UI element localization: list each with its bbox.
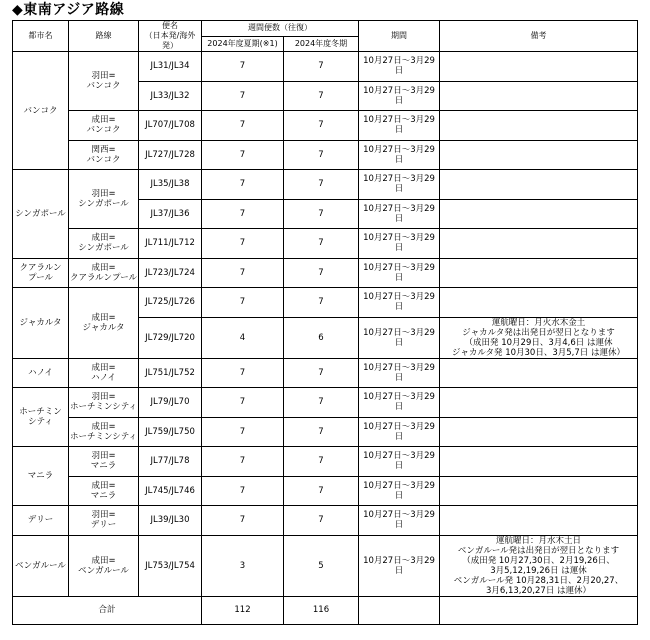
winter-frequency-cell: 7: [284, 258, 359, 288]
flight-number-cell: JL759/JL750: [139, 417, 202, 447]
city-cell: バンコク: [13, 52, 69, 170]
winter-frequency-cell: 7: [284, 81, 359, 111]
winter-frequency-cell: 7: [284, 506, 359, 536]
remarks-cell: 運航曜日：月火水木金土 ジャカルタ発は出発日が翌日となります （成田発 10月29日、3月4,6日 は運休 ジャカルタ発 10月30日、3月5,7日 は運休）: [440, 317, 638, 358]
city-cell: シンガポール: [13, 170, 69, 259]
route-cell: 羽田= シンガポール: [69, 170, 139, 229]
period-cell: 10月27日～3月29日: [359, 199, 440, 229]
period-cell: 10月27日～3月29日: [359, 140, 440, 170]
header-weekly-frequency: 週間便数（往復）: [202, 21, 359, 37]
flight-number-cell: JL33/JL32: [139, 81, 202, 111]
summer-frequency-cell: 7: [202, 447, 284, 477]
flight-number-cell: JL753/JL754: [139, 535, 202, 596]
period-cell: 10月27日～3月29日: [359, 81, 440, 111]
remarks-cell: [440, 358, 638, 388]
header-remarks: 備考: [440, 21, 638, 52]
total-remarks-empty: [440, 596, 638, 624]
route-cell: 成田= ベンガルール: [69, 535, 139, 596]
table-row: [13, 229, 638, 259]
winter-frequency-cell: 7: [284, 476, 359, 506]
remarks-cell: [440, 199, 638, 229]
winter-frequency-cell: 7: [284, 358, 359, 388]
remarks-cell: [440, 229, 638, 259]
total-winter: 116: [284, 596, 359, 624]
remarks-cell: [440, 447, 638, 477]
route-cell: 関西= バンコク: [69, 140, 139, 170]
header-city: 都市名: [13, 21, 69, 52]
flight-number-cell: JL31/JL34: [139, 52, 202, 82]
summer-frequency-cell: 3: [202, 535, 284, 596]
period-cell: 10月27日～3月29日: [359, 258, 440, 288]
summer-frequency-cell: 7: [202, 388, 284, 418]
table-row: [13, 52, 638, 82]
table-row: [13, 506, 638, 536]
flight-number-cell: JL37/JL36: [139, 199, 202, 229]
route-cell: 成田= マニラ: [69, 476, 139, 506]
period-cell: 10月27日～3月29日: [359, 288, 440, 318]
flight-number-cell: JL35/JL38: [139, 170, 202, 200]
remarks-cell: [440, 288, 638, 318]
table-row: [13, 388, 638, 418]
route-cell: 羽田= バンコク: [69, 52, 139, 111]
remarks-cell: [440, 81, 638, 111]
flight-number-cell: JL729/JL720: [139, 317, 202, 358]
summer-frequency-cell: 7: [202, 506, 284, 536]
period-cell: 10月27日～3月29日: [359, 317, 440, 358]
header-route: 路線: [69, 21, 139, 52]
winter-frequency-cell: 7: [284, 288, 359, 318]
winter-frequency-cell: 7: [284, 447, 359, 477]
winter-frequency-cell: 7: [284, 417, 359, 447]
remarks-cell: [440, 476, 638, 506]
flight-number-cell: JL725/JL726: [139, 288, 202, 318]
city-cell: ホーチミン シティ: [13, 388, 69, 447]
table-row: [13, 447, 638, 477]
summer-frequency-cell: 7: [202, 52, 284, 82]
remarks-cell: [440, 506, 638, 536]
period-cell: 10月27日～3月29日: [359, 388, 440, 418]
city-cell: マニラ: [13, 447, 69, 506]
period-cell: 10月27日～3月29日: [359, 229, 440, 259]
table-row: [13, 140, 638, 170]
summer-frequency-cell: 4: [202, 317, 284, 358]
route-cell: 羽田= ホーチミンシティ: [69, 388, 139, 418]
table-row: [13, 170, 638, 200]
flight-number-cell: JL707/JL708: [139, 111, 202, 141]
summer-frequency-cell: 7: [202, 81, 284, 111]
total-label: 合計: [13, 596, 202, 624]
winter-frequency-cell: 7: [284, 111, 359, 141]
period-cell: 10月27日～3月29日: [359, 358, 440, 388]
flight-number-cell: JL727/JL728: [139, 140, 202, 170]
summer-frequency-cell: 7: [202, 140, 284, 170]
header-period: 期間: [359, 21, 440, 52]
route-cell: 成田= ジャカルタ: [69, 288, 139, 359]
table-row: [13, 358, 638, 388]
remarks-cell: [440, 140, 638, 170]
winter-frequency-cell: 7: [284, 140, 359, 170]
period-cell: 10月27日～3月29日: [359, 417, 440, 447]
winter-frequency-cell: 7: [284, 52, 359, 82]
remarks-cell: [440, 52, 638, 82]
route-schedule-table: [12, 20, 638, 625]
route-cell: 成田= ホーチミンシティ: [69, 417, 139, 447]
flight-number-cell: JL723/JL724: [139, 258, 202, 288]
flight-number-cell: JL751/JL752: [139, 358, 202, 388]
flight-number-cell: JL39/JL30: [139, 506, 202, 536]
remarks-cell: [440, 417, 638, 447]
winter-frequency-cell: 7: [284, 170, 359, 200]
period-cell: 10月27日～3月29日: [359, 52, 440, 82]
summer-frequency-cell: 7: [202, 258, 284, 288]
remarks-cell: 運航曜日：月水木土日 ベンガルール発は出発日が翌日となります （成田発 10月27,30日、2月19,26日、 3月5,12,19,26日 は運休 ベンガルール発 10月28,31日、2月20,27、 3月6,13,20,27日 は運休）: [440, 535, 638, 596]
total-row: [13, 596, 638, 624]
winter-frequency-cell: 7: [284, 199, 359, 229]
flight-number-cell: JL77/JL78: [139, 447, 202, 477]
table-row: [13, 417, 638, 447]
period-cell: 10月27日～3月29日: [359, 111, 440, 141]
route-cell: 成田= バンコク: [69, 111, 139, 141]
remarks-cell: [440, 258, 638, 288]
flight-number-cell: JL745/JL746: [139, 476, 202, 506]
table-row: [13, 258, 638, 288]
flight-number-cell: JL79/JL70: [139, 388, 202, 418]
summer-frequency-cell: 7: [202, 111, 284, 141]
table-body: [13, 52, 638, 625]
header-flight: 便名 （日本発/海外発）: [139, 21, 202, 52]
city-cell: ジャカルタ: [13, 288, 69, 359]
summer-frequency-cell: 7: [202, 199, 284, 229]
table-row: [13, 111, 638, 141]
summer-frequency-cell: 7: [202, 358, 284, 388]
winter-frequency-cell: 5: [284, 535, 359, 596]
route-cell: 成田= シンガポール: [69, 229, 139, 259]
header-winter: 2024年度冬期: [284, 36, 359, 52]
header-summer: 2024年度夏期(※1): [202, 36, 284, 52]
table-row: [13, 288, 638, 318]
summer-frequency-cell: 7: [202, 288, 284, 318]
period-cell: 10月27日～3月29日: [359, 476, 440, 506]
city-cell: デリー: [13, 506, 69, 536]
route-cell: 羽田= マニラ: [69, 447, 139, 477]
summer-frequency-cell: 7: [202, 170, 284, 200]
period-cell: 10月27日～3月29日: [359, 447, 440, 477]
route-cell: 成田= ハノイ: [69, 358, 139, 388]
winter-frequency-cell: 7: [284, 229, 359, 259]
winter-frequency-cell: 7: [284, 388, 359, 418]
summer-frequency-cell: 7: [202, 417, 284, 447]
table-row: [13, 535, 638, 596]
summer-frequency-cell: 7: [202, 476, 284, 506]
page-title: ◆東南アジア路線: [12, 2, 125, 18]
period-cell: 10月27日～3月29日: [359, 170, 440, 200]
city-cell: ベンガルール: [13, 535, 69, 596]
remarks-cell: [440, 170, 638, 200]
route-cell: 成田= クアラルンプール: [69, 258, 139, 288]
remarks-cell: [440, 111, 638, 141]
period-cell: 10月27日～3月29日: [359, 535, 440, 596]
remarks-cell: [440, 388, 638, 418]
city-cell: クアラルン プール: [13, 258, 69, 288]
summer-frequency-cell: 7: [202, 229, 284, 259]
total-summer: 112: [202, 596, 284, 624]
city-cell: ハノイ: [13, 358, 69, 388]
period-cell: 10月27日～3月29日: [359, 506, 440, 536]
route-cell: 羽田= デリー: [69, 506, 139, 536]
total-period-empty: [359, 596, 440, 624]
table-row: [13, 476, 638, 506]
winter-frequency-cell: 6: [284, 317, 359, 358]
flight-number-cell: JL711/JL712: [139, 229, 202, 259]
